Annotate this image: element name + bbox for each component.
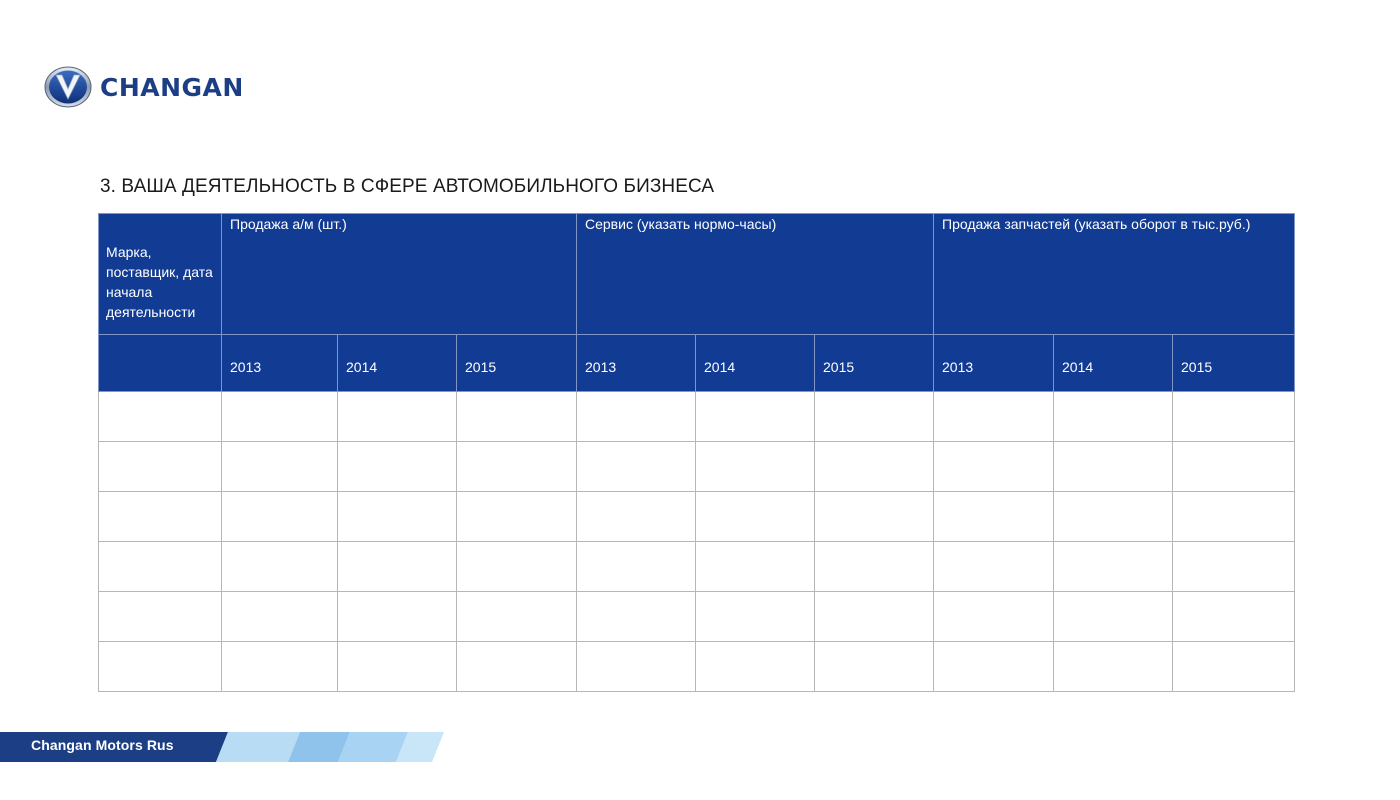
- value-cell[interactable]: [577, 642, 696, 692]
- value-cell[interactable]: [222, 492, 338, 542]
- value-cell[interactable]: [696, 392, 815, 442]
- value-cell[interactable]: [338, 492, 457, 542]
- service-group-header: Сервис (указать нормо-часы): [577, 214, 934, 335]
- value-cell[interactable]: [1173, 442, 1295, 492]
- table-body: [99, 392, 1295, 692]
- value-cell[interactable]: [457, 592, 577, 642]
- value-cell[interactable]: [1054, 542, 1173, 592]
- table-row: [99, 592, 1295, 642]
- value-cell[interactable]: [222, 542, 338, 592]
- car-sales-group-header: Продажа а/м (шт.): [222, 214, 577, 335]
- value-cell[interactable]: [1054, 492, 1173, 542]
- value-cell[interactable]: [457, 392, 577, 442]
- value-cell[interactable]: [338, 592, 457, 642]
- year-header: 2013: [577, 335, 696, 392]
- table-row: [99, 492, 1295, 542]
- business-activity-table: [98, 213, 1295, 692]
- value-cell[interactable]: [815, 392, 934, 442]
- value-cell[interactable]: [1173, 492, 1295, 542]
- value-cell[interactable]: [934, 442, 1054, 492]
- logo-wordmark: CHANGAN: [100, 72, 244, 102]
- year-header: 2013: [934, 335, 1054, 392]
- value-cell[interactable]: [815, 492, 934, 542]
- value-cell[interactable]: [1054, 442, 1173, 492]
- value-cell[interactable]: [934, 592, 1054, 642]
- year-header: 2015: [815, 335, 934, 392]
- brand-cell[interactable]: [99, 442, 222, 492]
- value-cell[interactable]: [934, 492, 1054, 542]
- value-cell[interactable]: [577, 592, 696, 642]
- value-cell[interactable]: [338, 542, 457, 592]
- footer-company-name: Changan Motors Rus: [31, 737, 174, 753]
- table-row: [99, 442, 1295, 492]
- value-cell[interactable]: [577, 542, 696, 592]
- table-header-years: [99, 335, 1295, 392]
- value-cell[interactable]: [577, 442, 696, 492]
- value-cell[interactable]: [457, 542, 577, 592]
- value-cell[interactable]: [338, 392, 457, 442]
- value-cell[interactable]: [222, 442, 338, 492]
- value-cell[interactable]: [1173, 392, 1295, 442]
- footer-band: [0, 732, 460, 762]
- value-cell[interactable]: [457, 642, 577, 692]
- value-cell[interactable]: [1173, 592, 1295, 642]
- value-cell[interactable]: [934, 642, 1054, 692]
- value-cell[interactable]: [457, 442, 577, 492]
- table-header-groups: [99, 214, 1295, 335]
- value-cell[interactable]: [222, 642, 338, 692]
- value-cell[interactable]: [934, 542, 1054, 592]
- table-row: [99, 642, 1295, 692]
- brand-column-header: Марка, поставщик, дата начала деятельности: [99, 214, 222, 335]
- value-cell[interactable]: [696, 492, 815, 542]
- value-cell[interactable]: [222, 592, 338, 642]
- year-header: 2014: [338, 335, 457, 392]
- value-cell[interactable]: [577, 392, 696, 442]
- changan-logo: [44, 66, 244, 108]
- year-header: 2014: [1054, 335, 1173, 392]
- value-cell[interactable]: [338, 442, 457, 492]
- value-cell[interactable]: [815, 592, 934, 642]
- year-header: 2014: [696, 335, 815, 392]
- value-cell[interactable]: [1054, 592, 1173, 642]
- brand-cell[interactable]: [99, 542, 222, 592]
- value-cell[interactable]: [1054, 642, 1173, 692]
- brand-cell[interactable]: [99, 492, 222, 542]
- year-header: 2015: [457, 335, 577, 392]
- value-cell[interactable]: [815, 442, 934, 492]
- table-row: [99, 392, 1295, 442]
- table-row: [99, 542, 1295, 592]
- parts-sales-group-header: Продажа запчастей (указать оборот в тыс.руб.): [934, 214, 1295, 335]
- brand-cell[interactable]: [99, 392, 222, 442]
- year-header: 2013: [222, 335, 338, 392]
- value-cell[interactable]: [696, 542, 815, 592]
- value-cell[interactable]: [696, 592, 815, 642]
- brand-cell[interactable]: [99, 642, 222, 692]
- year-header: 2015: [1173, 335, 1295, 392]
- page-title: 3. ВАША ДЕЯТЕЛЬНОСТЬ В СФЕРЕ АВТОМОБИЛЬНОГО БИЗНЕСА: [100, 176, 715, 197]
- brand-cell[interactable]: [99, 592, 222, 642]
- value-cell[interactable]: [696, 442, 815, 492]
- value-cell[interactable]: [1173, 542, 1295, 592]
- value-cell[interactable]: [1173, 642, 1295, 692]
- value-cell[interactable]: [1054, 392, 1173, 442]
- value-cell[interactable]: [815, 642, 934, 692]
- value-cell[interactable]: [815, 542, 934, 592]
- value-cell[interactable]: [934, 392, 1054, 442]
- value-cell[interactable]: [577, 492, 696, 542]
- value-cell[interactable]: [696, 642, 815, 692]
- value-cell[interactable]: [338, 642, 457, 692]
- year-header-empty: [99, 335, 222, 392]
- value-cell[interactable]: [222, 392, 338, 442]
- value-cell[interactable]: [457, 492, 577, 542]
- changan-emblem-icon: [44, 66, 92, 108]
